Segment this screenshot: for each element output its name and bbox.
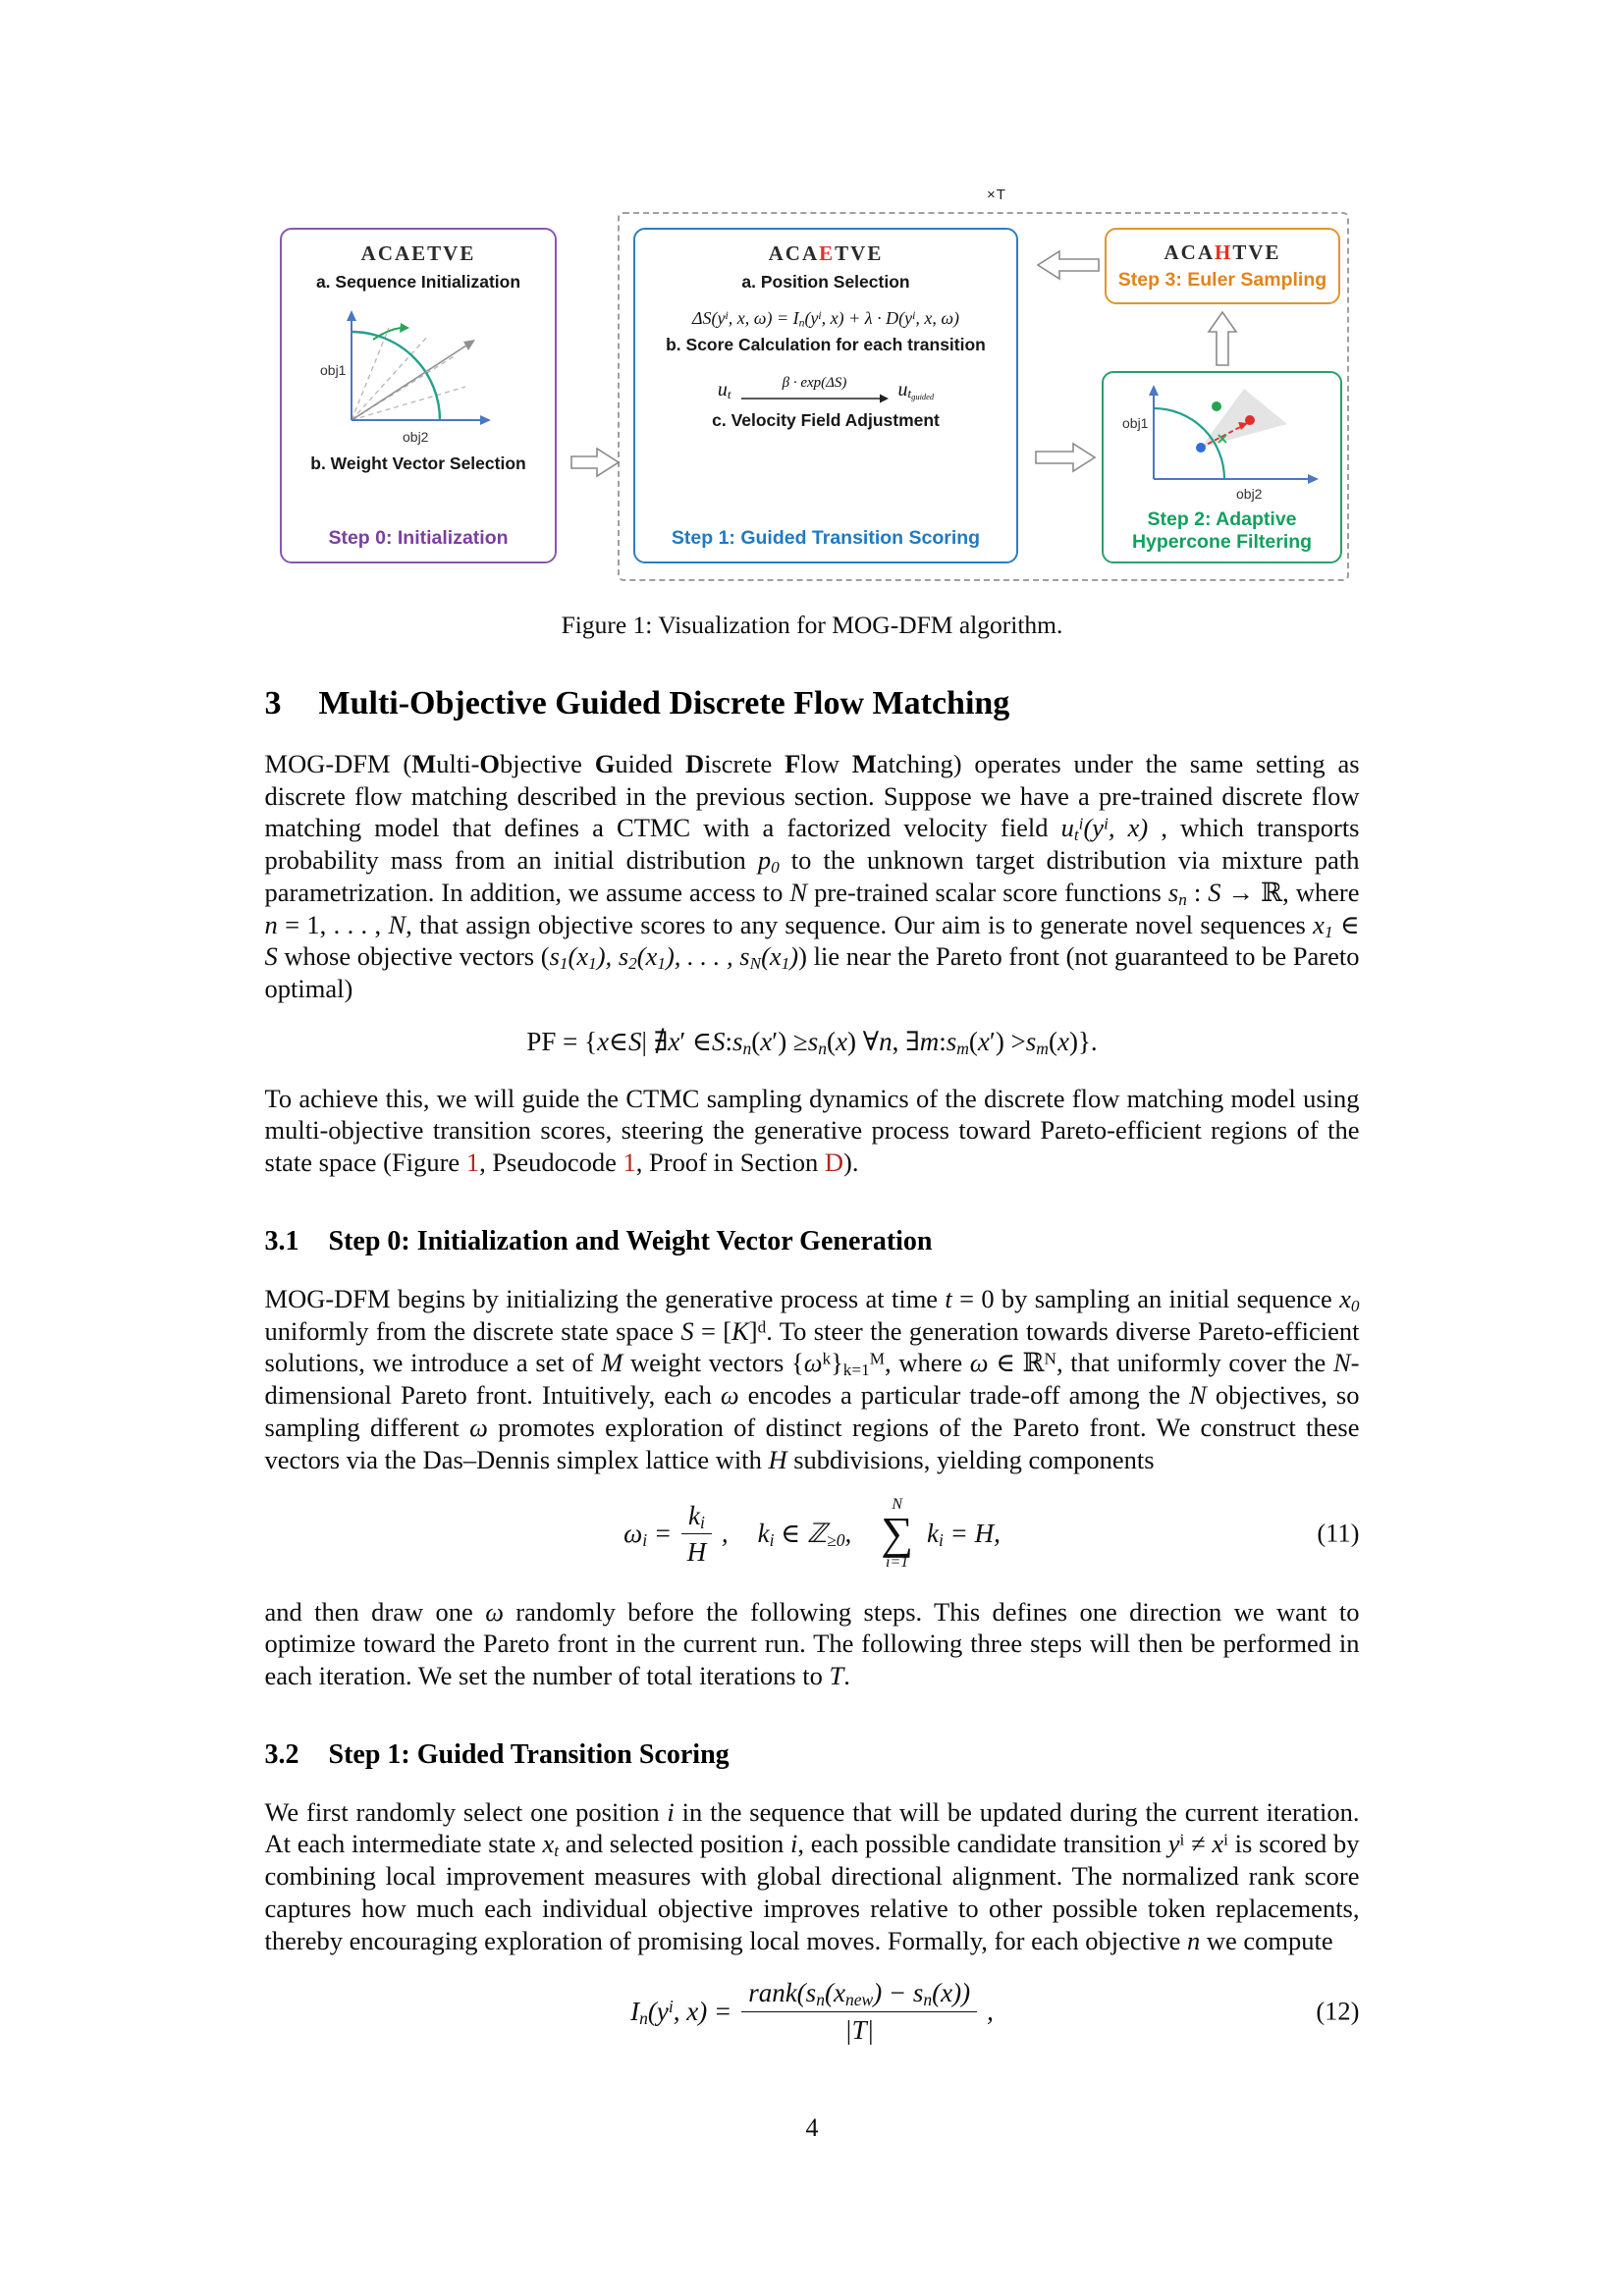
eq11-condition: $k_i$ ∈ ℤ$_{\ge 0}$, [757, 1518, 852, 1550]
axis-label-obj2: obj2 [1235, 486, 1262, 502]
figure-1 [272, 187, 1352, 581]
velocity-arrow-icon [741, 393, 889, 404]
eq12-lhs: $I_n(y^i$, x) = [630, 1996, 732, 2028]
sequence-suffix: TVE [1232, 240, 1281, 264]
velocity-arrow [741, 375, 889, 404]
equation-12 [265, 1978, 1360, 2044]
paragraph-1: MOG-DFM (Multi-Objective Guided Discrete Flow Matching) operates under the same setting as discrete flow matching described in the previous section. Suppose we have a pre-trained discrete flow matching model that defines a CTMC with a factorized velocity field $u_t^i(y^i$, x) , which transports probability mass from an initial distribution $p_0$ to the unknown target distribution via mixture path parametrization. In addition, we assume access to N pre-trained scalar score functions $s_n$ : S → ℝ, where n = 1, . . . , N, that assign objective scores to any sequence. Our aim is to generate novel sequences $x_1$ ∈ S whose objective vectors ($s_1(x_1)$, $s_2(x_1)$, . . . , $s_N(x_1)$) lie near the Pareto front (not guaranteed to be Pareto optimal) [264, 749, 1360, 1004]
subsection-title: Step 1: Guided Transition Scoring [328, 1738, 730, 1770]
axes [347, 310, 491, 425]
eq11-rhs: $k_i = H$, [927, 1518, 1001, 1550]
subsection-3-1-heading [265, 1226, 1360, 1257]
sequence-step3 [1107, 240, 1338, 265]
velocity-from: $u_t$ [717, 378, 731, 401]
paragraph-5: We first randomly select one position i in the sequence that will be updated during the current iteration. At each intermediate state $x_t$ and selected position i, each possible candidate transition $y^i \ne x^i$ is scored by combining local improvement measures with global directional alignment. The normalized rank score captures how much each individual objective improves relative to other possible token replacements, thereby encouraging exploration of promising local moves. Formally, for each objective n we compute [264, 1796, 1360, 1955]
step1-label-a: a. Position Selection [741, 272, 910, 292]
sequence-step0: ACAETVE [360, 241, 476, 265]
iteration-count-label: ×T [981, 187, 1012, 203]
step1-label-c: c. Velocity Field Adjustment [712, 410, 940, 430]
sampled-token-letter: H [1214, 240, 1233, 264]
paragraph-2-text: To achieve this, we will guide the CTMC sampling dynamics of the discrete flow matching model using multi-objective transition scores, steering the generative process toward Pareto-efficient regions of the state space (Figure [264, 1083, 1360, 1178]
velocity-to: $u_{t_{guided}}$ [897, 378, 935, 402]
axis-label-obj2: obj2 [403, 429, 429, 445]
candidate-sample-point [1245, 415, 1255, 425]
subsection-3-2-heading [265, 1739, 1360, 1771]
subsection-number: 3.1 [264, 1225, 299, 1256]
section-title: Multi-Objective Guided Discrete Flow Matching [318, 685, 1010, 721]
step1-box [633, 228, 1018, 563]
equation-pareto-front [265, 1027, 1360, 1057]
velocity-adjustment-diagram [635, 375, 1016, 404]
paragraph-2 [265, 1083, 1360, 1179]
weight-vector-rays [352, 328, 465, 420]
hypercone-plot [1118, 379, 1326, 505]
paragraph-2-text: , Proof in Section [635, 1148, 825, 1178]
axis-label-obj1: obj1 [1121, 415, 1148, 431]
page [265, 0, 1360, 2143]
step3-box [1105, 228, 1340, 304]
step3-title: Step 3: Euler Sampling [1117, 269, 1327, 291]
pareto-front-definition: PF = { x ∈ S | ∄ x ′ ∈ S : $s_n$ ( x ′) ≥ $s_n$ ( x ) ∀ n , ∃ m : $s_m$ ( x ′) > $s_m$ ( x )}. [526, 1026, 1098, 1058]
equation-11 [265, 1497, 1360, 1570]
summation-symbol: N ∑ i=1 [881, 1496, 914, 1571]
subsection-title: Step 0: Initialization and Weight Vector Generation [328, 1225, 933, 1256]
subsection-number: 3.2 [264, 1738, 299, 1770]
exploration-arrow [373, 323, 409, 340]
equation-11-tag: (11) [1317, 1518, 1360, 1548]
flow-arrow-left-icon [1034, 247, 1101, 283]
ref-figure-1[interactable]: 1 [465, 1148, 480, 1178]
flow-arrow-right-icon [569, 445, 621, 480]
step0-box [280, 228, 557, 563]
flow-arrow-right-icon [1034, 440, 1099, 475]
section-heading [265, 685, 1360, 722]
current-sample-point [1196, 443, 1206, 453]
velocity-arrow-label: β · exp(ΔS) [782, 375, 847, 391]
flow-arrow-up-icon [1205, 308, 1240, 367]
accepted-sample-point [1212, 401, 1221, 411]
step0-label-b: b. Weight Vector Selection [310, 454, 526, 473]
ref-section-d[interactable]: D [824, 1148, 844, 1178]
axis-label-obj1: obj1 [320, 362, 347, 378]
page-number: 4 [805, 2112, 819, 2142]
sequence-suffix: TVE [835, 241, 884, 265]
step2-title [1104, 508, 1340, 554]
step0-title: Step 0: Initialization [328, 527, 509, 549]
score-formula: $\Delta S(y^i$, x, $\omega) = I_n(y^i$, $x) + \lambda \cdot D(y^i$, x, ω) [691, 308, 960, 330]
selected-position-letter: E [819, 241, 836, 265]
ref-pseudocode-1[interactable]: 1 [623, 1148, 636, 1178]
paragraph-2-text: ). [843, 1148, 859, 1178]
sequence-prefix: ACA [768, 241, 820, 265]
hypercone-region [1201, 389, 1287, 448]
step2-box [1102, 371, 1342, 563]
paragraph-4: and then draw one ω randomly before the following steps. This defines one direction we want to optimize toward the Pareto front in the current run. The following three steps will then be performed in each iteration. We set the number of total iterations to T. [264, 1596, 1360, 1690]
step1-title: Step 1: Guided Transition Scoring [671, 527, 981, 549]
eq11-lhs: $\omega_i$ = [623, 1518, 673, 1550]
equation-12-tag: (12) [1316, 1996, 1360, 2026]
step2-title-line2: Hypercone Filtering [1131, 531, 1313, 553]
paragraph-3: MOG-DFM begins by initializing the generative process at time t = 0 by sampling an initial sequence $x_0$ uniformly from the discrete state space $S = [K]^d$. To steer the generation towards diverse Pareto-efficient solutions, we introduce a set of M weight vectors $\{\omega^k\}_{k=1}^M$, where ω ∈ ℝ$^N$, that uniformly cover the N-dimensional Pareto front. Intuitively, each ω encodes a particular trade-off among the N objectives, so sampling different ω promotes exploration of distinct regions of the Pareto front. We construct these vectors via the Das–Dennis simplex lattice with H subdivisions, yielding components [264, 1283, 1360, 1474]
eq12-comma: , [987, 1996, 994, 2026]
figure-caption: Figure 1: Visualization for MOG-DFM algorithm. [561, 611, 1063, 639]
paragraph-2-text: , Pseudocode [479, 1148, 623, 1178]
step0-label-a: a. Sequence Initialization [315, 272, 521, 292]
eq11-fraction: $\frac{k_i}{H}$ [681, 1501, 712, 1567]
section-number: 3 [264, 685, 282, 721]
step2-title-line1: Step 2: Adaptive [1147, 508, 1297, 530]
sequence-step1 [635, 241, 1016, 266]
eq12-fraction: $\frac{rank(s_n(x_{new}) - s_n(x))}{|T|}$ [741, 1978, 977, 2044]
sequence-prefix: ACA [1164, 240, 1215, 264]
step1-label-b: b. Score Calculation for each transition [666, 335, 986, 354]
weight-vector-plot [316, 300, 520, 448]
eq11-comma: , [721, 1518, 729, 1548]
